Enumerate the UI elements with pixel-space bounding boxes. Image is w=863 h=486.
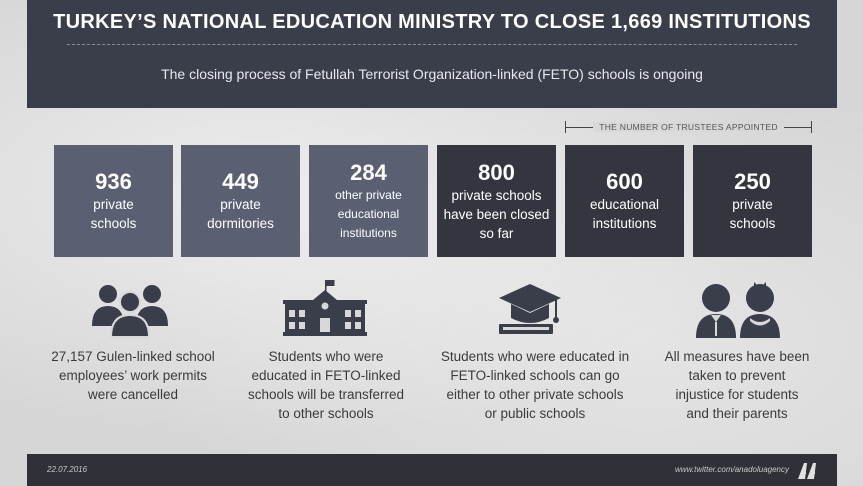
- trustees-bracket: [565, 121, 812, 135]
- stat-line: institutions: [592, 216, 657, 231]
- stat-line: schools: [729, 216, 776, 231]
- caption-line: employees’ work permits: [58, 368, 208, 383]
- stat-box-private-schools: [54, 145, 173, 257]
- header-banner: [27, 0, 837, 108]
- stat-number: 800: [478, 159, 515, 185]
- stat-box-schools-closed: [437, 145, 556, 257]
- caption-work-permits: [38, 347, 228, 404]
- caption-other-schools: [435, 347, 635, 423]
- page-subtitle: The closing process of Fetullah Terrorist Organization-linked (FETO) schools is ongoing: [161, 66, 703, 82]
- stat-box-other-institutions: [309, 145, 428, 257]
- parents-icon: [694, 280, 782, 338]
- caption-line: 27,157 Gulen-linked school: [51, 349, 215, 364]
- caption-line: FETO-linked schools can go: [450, 368, 620, 383]
- stat-box-trustees-institutions: [565, 145, 684, 257]
- school-building-icon: [283, 280, 367, 336]
- caption-line: Students who were: [268, 349, 384, 364]
- stat-line: schools: [90, 216, 137, 231]
- caption-line: were cancelled: [87, 387, 179, 402]
- caption-line: or public schools: [484, 406, 586, 421]
- caption-line: and their parents: [686, 406, 788, 421]
- stat-number: 936: [95, 169, 132, 194]
- graduation-cap-icon: [497, 280, 563, 336]
- stat-line: private: [93, 197, 134, 212]
- stat-line: dormitories: [207, 216, 274, 231]
- stat-line: have been closed: [443, 206, 550, 222]
- stat-number: 449: [222, 169, 259, 194]
- caption-line: to other schools: [278, 406, 374, 421]
- stat-line: so far: [479, 225, 514, 241]
- stat-line: private: [220, 197, 261, 212]
- stat-number: 250: [734, 169, 771, 194]
- trustees-label: THE NUMBER OF TRUSTEES APPOINTED: [593, 122, 784, 132]
- caption-line: injustice for students: [675, 387, 799, 402]
- caption-measures: [642, 347, 832, 423]
- stat-number: 600: [606, 169, 643, 194]
- caption-line: educated in FETO-linked: [251, 368, 401, 383]
- page-title: TURKEY’S NATIONAL EDUCATION MINISTRY TO CLOSE 1,669 INSTITUTIONS: [53, 11, 811, 33]
- stat-box-private-dormitories: [181, 145, 300, 257]
- title-divider: [67, 44, 797, 45]
- caption-line: Students who were educated in: [440, 349, 630, 364]
- stat-line: private schools: [451, 187, 542, 203]
- people-group-icon: [88, 280, 172, 338]
- stat-line: other private: [335, 187, 402, 202]
- stat-box-trustees-schools: [693, 145, 812, 257]
- caption-line: All measures have been: [664, 349, 810, 364]
- caption-line: either to other private schools: [446, 387, 624, 402]
- caption-line: taken to prevent: [688, 368, 786, 383]
- footer-bar: [27, 454, 837, 486]
- footer-date: 22.07.2016: [47, 465, 88, 474]
- anadolu-agency-logo-icon: [797, 460, 823, 480]
- caption-line: schools will be transferred: [247, 387, 405, 402]
- footer-twitter-link[interactable]: www.twitter.com/anadoluagency: [675, 465, 789, 474]
- stat-line: educational: [589, 197, 660, 212]
- stat-line: private: [732, 197, 773, 212]
- caption-transferred: [231, 347, 421, 423]
- stat-number: 284: [350, 159, 387, 185]
- stat-line: institutions: [340, 225, 397, 240]
- stat-line: educational: [337, 206, 400, 221]
